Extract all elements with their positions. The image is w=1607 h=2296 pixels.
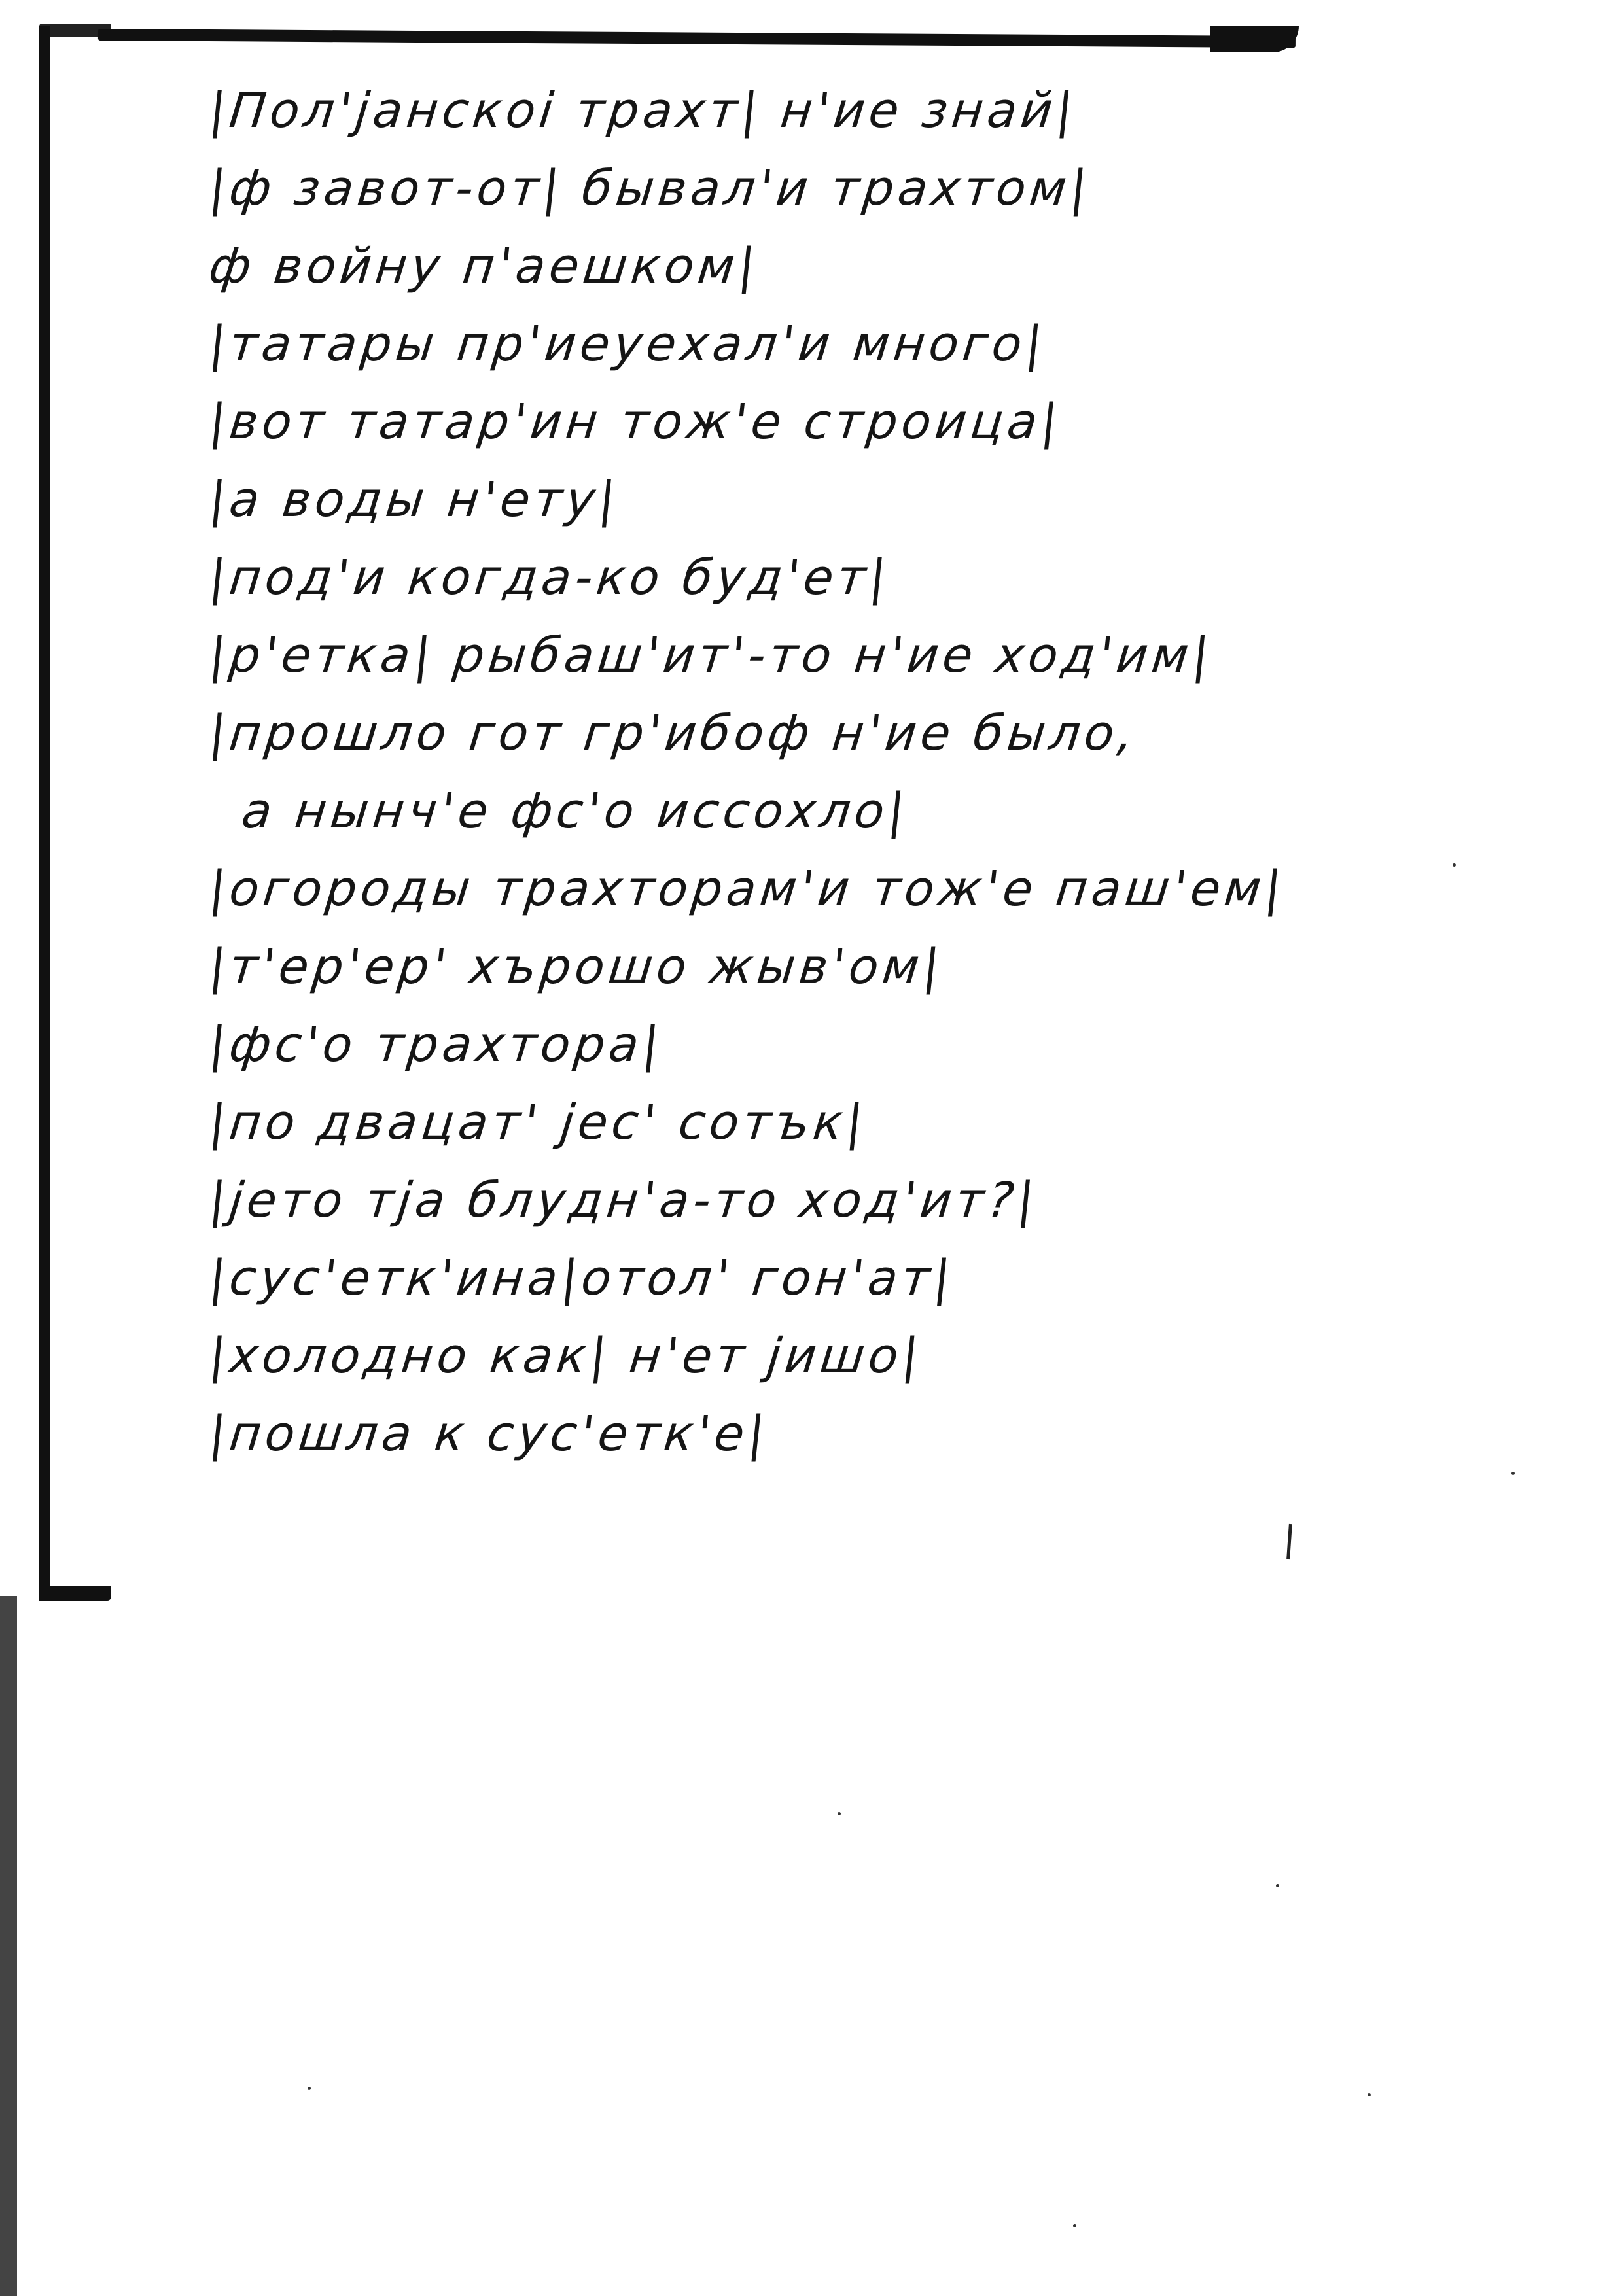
- scan-speck: [1368, 2093, 1371, 2096]
- transcript-line: |јето тја блудн'а-то ход'ит?|: [206, 1172, 1041, 1228]
- scan-speck: [1511, 1472, 1515, 1475]
- scan-border-top: [98, 29, 1296, 48]
- transcript-line: ф войну п'аешком|: [206, 238, 762, 294]
- transcript-line: |татары пр'иеуехал'и много|: [206, 316, 1049, 372]
- transcript-line: |холодно как| н'ет јишо|: [206, 1328, 926, 1384]
- scan-border-left: [39, 26, 50, 1590]
- scan-shadow-strip: [0, 1596, 17, 2296]
- transcript-line: |р'етка| рыбаш'ит'-то н'ие ход'им|: [206, 627, 1216, 684]
- transcript-line: |пошла к сус'етк'е|: [206, 1406, 771, 1462]
- scan-speck: [308, 2087, 311, 2090]
- transcript-line: |ф завот-от| бывал'и трахтом|: [206, 160, 1094, 217]
- transcript-line: |сус'етк'ина|отол' гон'ат|: [206, 1250, 957, 1306]
- scan-speck: [1073, 2224, 1076, 2227]
- handwritten-transcript: [206, 72, 1322, 1473]
- transcript-line: |а воды н'ету|: [206, 472, 622, 528]
- scan-speck: [1453, 863, 1456, 867]
- transcript-line: |т'ер'ер' хърошо жыв'ом|: [206, 939, 947, 995]
- transcript-line: |фс'о трахтора|: [206, 1017, 666, 1073]
- transcript-line: |огороды трахторам'и тож'е паш'ем|: [206, 861, 1288, 917]
- transcript-line: |Пол'јанскоі трахт| н'ие знай|: [206, 82, 1080, 139]
- scan-speck: [838, 1812, 841, 1815]
- scan-border-left-foot: [39, 1586, 111, 1601]
- transcript-line: |вот татар'ин тож'е строица|: [206, 394, 1065, 450]
- transcript-line: |по двацат' јес' сотък|: [206, 1094, 870, 1151]
- stray-pen-mark: [1286, 1524, 1292, 1559]
- scan-border-top-corner: [1210, 26, 1299, 52]
- transcript-line: |под'и когда-ко буд'ет|: [206, 549, 893, 606]
- transcript-line: |прошло гот гр'ибоф н'ие было,: [206, 705, 1140, 761]
- transcript-line: а нынч'е фс'о иссохло|: [239, 783, 911, 839]
- scan-speck: [1276, 1884, 1279, 1887]
